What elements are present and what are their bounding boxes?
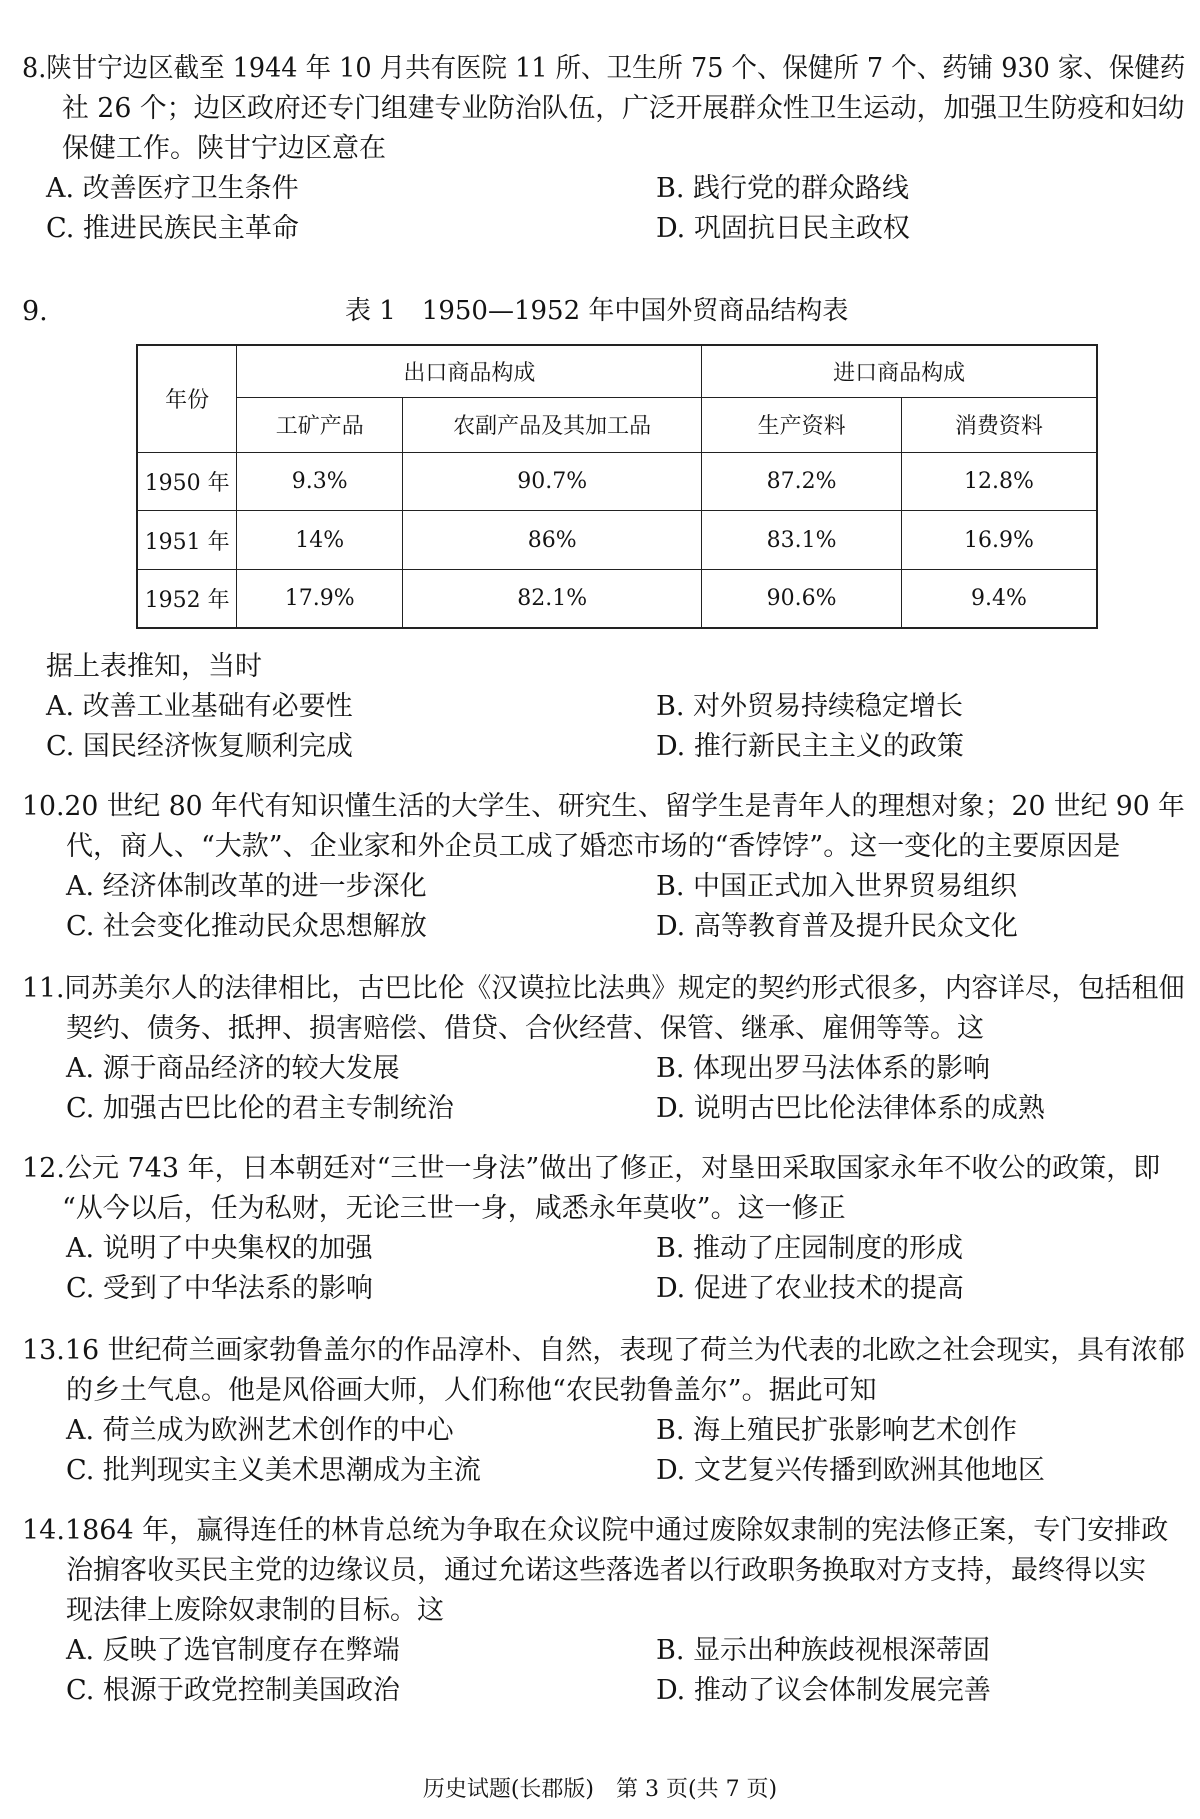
export-header: 出口商品构成 bbox=[237, 345, 702, 398]
row-year: 1951 年 bbox=[137, 511, 237, 570]
q12-option-a: A. 说明了中央集权的加强 bbox=[66, 1233, 373, 1264]
q8-option-d: D. 巩固抗日民主政权 bbox=[656, 213, 910, 244]
table-row bbox=[137, 569, 1097, 628]
sub-header-production: 生产资料 bbox=[702, 398, 902, 453]
table-cell: 9.4% bbox=[901, 569, 1097, 628]
q13-stem-line-1: 13.16 世纪荷兰画家勃鲁盖尔的作品淳朴、自然，表现了荷兰为代表的北欧之社会现实，具有浓郁 bbox=[22, 1335, 1185, 1366]
table-cell: 87.2% bbox=[702, 452, 902, 511]
page-footer: 历史试题(长郡版) 第 3 页(共 7 页) bbox=[422, 1777, 778, 1802]
q12-option-d: D. 促进了农业技术的提高 bbox=[656, 1273, 964, 1304]
q10-stem-line-1: 10.20 世纪 80 年代有知识懂生活的大学生、研究生、留学生是青年人的理想对象；20 世纪 90 年 bbox=[22, 791, 1185, 822]
table-caption: 表 1 1950—1952 年中国外贸商品结构表 bbox=[345, 296, 849, 326]
q13-option-c: C. 批判现实主义美术思潮成为主流 bbox=[66, 1455, 481, 1486]
q10-option-b: B. 中国正式加入世界贸易组织 bbox=[656, 871, 1018, 902]
table-cell: 16.9% bbox=[901, 511, 1097, 570]
q14-option-a: A. 反映了选官制度存在弊端 bbox=[66, 1635, 400, 1666]
import-header: 进口商品构成 bbox=[702, 345, 1097, 398]
q8-option-c: C. 推进民族民主革命 bbox=[46, 213, 299, 244]
q14-stem-line-2: 治掮客收买民主党的边缘议员，通过允诺这些落选者以行政职务换取对方支持，最终得以实 bbox=[66, 1555, 1146, 1586]
table-cell: 90.7% bbox=[403, 452, 702, 511]
table-cell: 9.3% bbox=[237, 452, 403, 511]
q8-stem-line-3: 保健工作。陕甘宁边区意在 bbox=[62, 133, 386, 164]
q12-option-b: B. 推动了庄园制度的形成 bbox=[656, 1233, 964, 1264]
q11-option-d: D. 说明古巴比伦法律体系的成熟 bbox=[656, 1093, 1045, 1124]
table-cell: 86% bbox=[403, 511, 702, 570]
q14-stem-line-3: 现法律上废除奴隶制的目标。这 bbox=[66, 1595, 444, 1626]
q11-stem-line-1: 11.同苏美尔人的法律相比，古巴比伦《汉谟拉比法典》规定的契约形式很多，内容详尽，包括租佃 bbox=[22, 973, 1185, 1004]
sub-header-industrial: 工矿产品 bbox=[237, 398, 403, 453]
q9-stem-after: 据上表推知，当时 bbox=[46, 651, 262, 682]
q13-option-a: A. 荷兰成为欧洲艺术创作的中心 bbox=[66, 1415, 454, 1446]
q9-option-d: D. 推行新民主主义的政策 bbox=[656, 731, 964, 762]
table-cell: 82.1% bbox=[403, 569, 702, 628]
sub-header-consumer: 消费资料 bbox=[901, 398, 1097, 453]
q13-option-d: D. 文艺复兴传播到欧洲其他地区 bbox=[656, 1455, 1045, 1486]
q9-option-b: B. 对外贸易持续稳定增长 bbox=[656, 691, 964, 722]
q11-option-a: A. 源于商品经济的较大发展 bbox=[66, 1053, 400, 1084]
table-cell: 14% bbox=[237, 511, 403, 570]
q11-stem-line-2: 契约、债务、抵押、损害赔偿、借贷、合伙经营、保管、继承、雇佣等等。这 bbox=[66, 1013, 984, 1044]
table-cell: 83.1% bbox=[702, 511, 902, 570]
table-cell: 17.9% bbox=[237, 569, 403, 628]
table-cell: 12.8% bbox=[901, 452, 1097, 511]
q14-stem-line-1: 14.1864 年，赢得连任的林肯总统为争取在众议院中通过废除奴隶制的宪法修正案，专门安排政 bbox=[22, 1515, 1169, 1546]
q8-option-a: A. 改善医疗卫生条件 bbox=[46, 173, 299, 204]
q12-option-c: C. 受到了中华法系的影响 bbox=[66, 1273, 373, 1304]
q9-option-c: C. 国民经济恢复顺利完成 bbox=[46, 731, 353, 762]
table-row bbox=[137, 452, 1097, 511]
q12-stem-line-1: 12.公元 743 年，日本朝廷对“三世一身法”做出了修正，对垦田采取国家永年不收公的政策，即 bbox=[22, 1153, 1161, 1184]
q9-number: 9. bbox=[22, 296, 48, 327]
row-year: 1950 年 bbox=[137, 452, 237, 511]
q9-option-a: A. 改善工业基础有必要性 bbox=[46, 691, 353, 722]
q13-option-b: B. 海上殖民扩张影响艺术创作 bbox=[656, 1415, 1018, 1446]
q8-stem-line-1: 8.陕甘宁边区截至 1944 年 10 月共有医院 11 所、卫生所 75 个、保健所 7 个、药铺 930 家、保健药 bbox=[22, 53, 1186, 84]
q12-stem-line-2: “从今以后，任为私财，无论三世一身，咸悉永年莫收”。这一修正 bbox=[62, 1193, 846, 1224]
table-row bbox=[137, 511, 1097, 570]
q8-option-b: B. 践行党的群众路线 bbox=[656, 173, 910, 204]
q14-option-c: C. 根源于政党控制美国政治 bbox=[66, 1675, 400, 1706]
q14-option-b: B. 显示出种族歧视根深蒂固 bbox=[656, 1635, 991, 1666]
row-year: 1952 年 bbox=[137, 569, 237, 628]
q13-stem-line-2: 的乡土气息。他是风俗画大师，人们称他“农民勃鲁盖尔”。据此可知 bbox=[66, 1375, 877, 1406]
q11-option-b: B. 体现出罗马法体系的影响 bbox=[656, 1053, 991, 1084]
sub-header-agricultural: 农副产品及其加工品 bbox=[403, 398, 702, 453]
q10-stem-line-2: 代，商人、“大款”、企业家和外企员工成了婚恋市场的“香饽饽”。这一变化的主要原因是 bbox=[66, 831, 1121, 862]
trade-structure-table bbox=[136, 344, 1098, 629]
q10-option-d: D. 高等教育普及提升民众文化 bbox=[656, 911, 1018, 942]
year-header: 年份 bbox=[137, 345, 237, 452]
q8-stem-line-2: 社 26 个；边区政府还专门组建专业防治队伍，广泛开展群众性卫生运动，加强卫生防疫和妇幼 bbox=[62, 93, 1185, 124]
q10-option-a: A. 经济体制改革的进一步深化 bbox=[66, 871, 427, 902]
q14-option-d: D. 推动了议会体制发展完善 bbox=[656, 1675, 991, 1706]
q11-option-c: C. 加强古巴比伦的君主专制统治 bbox=[66, 1093, 454, 1124]
q10-option-c: C. 社会变化推动民众思想解放 bbox=[66, 911, 427, 942]
table-cell: 90.6% bbox=[702, 569, 902, 628]
